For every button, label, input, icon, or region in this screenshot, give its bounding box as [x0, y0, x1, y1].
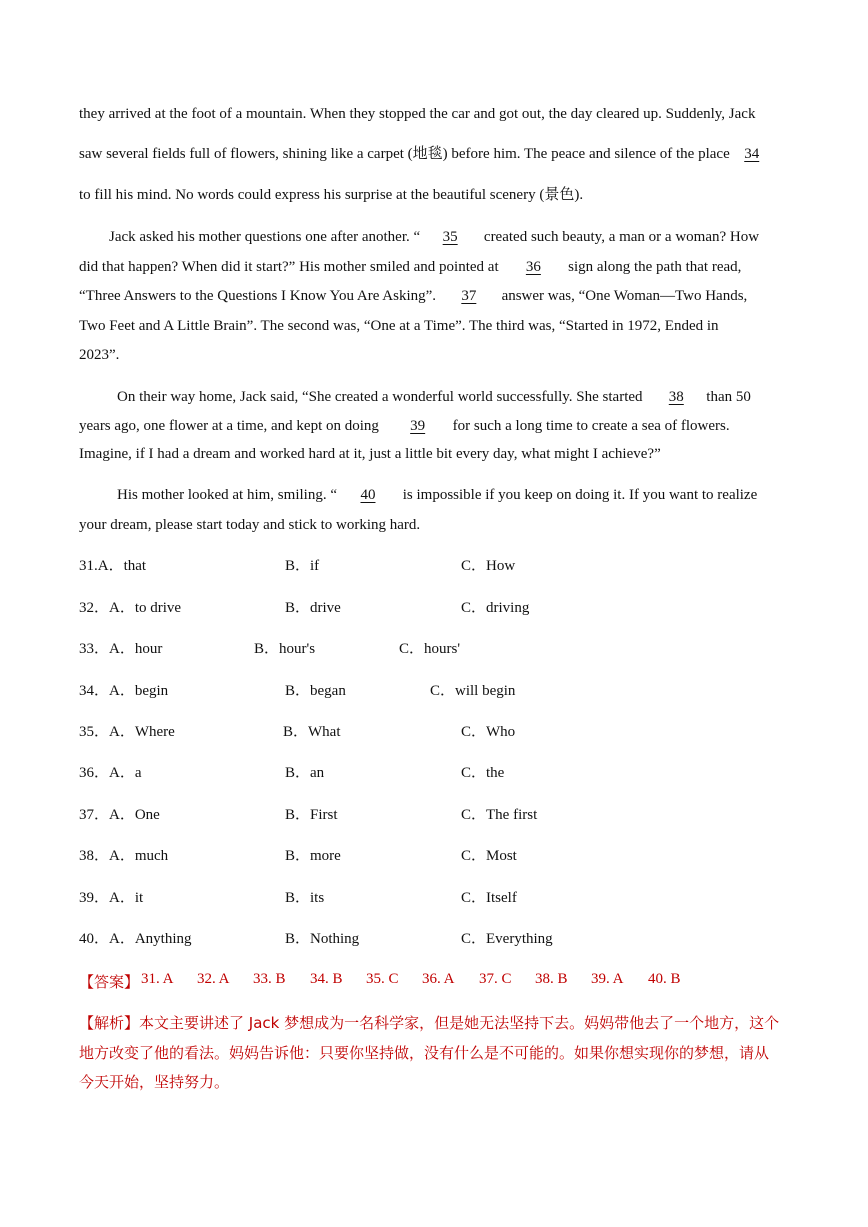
option-a: 40．A．Anything [79, 931, 192, 947]
option-c: C．the [461, 765, 505, 781]
passage-text: “Three Answers to the Questions I Know You Are Asking”. [79, 288, 440, 304]
option-a: 34．A．begin [79, 683, 169, 699]
option-b: B．more [285, 848, 341, 864]
analysis-line: 【解析】本文主要讲述了 Jack 梦想成为一名科学家，但是她无法坚持下去。妈妈带他去了一个地方，这个 [79, 1014, 780, 1032]
blank-34: 34 [744, 146, 760, 162]
passage-line [79, 257, 741, 277]
blank-40: 40 [360, 487, 376, 503]
option-a: 35．A．Where [79, 724, 175, 740]
option-c: C．Most [461, 848, 517, 864]
blank-39: 39 [410, 418, 426, 434]
passage-text: years ago, one flower at a time, and kept on doing [79, 418, 383, 434]
option-b: B．began [285, 683, 346, 699]
option-a: 37．A．One [79, 807, 160, 823]
option-c: C．driving [461, 600, 530, 616]
passage-line: to fill his mind. No words could express his surprise at the beautiful scenery (景色). [79, 187, 584, 203]
option-b: B．if [285, 558, 320, 574]
option-b: B．drive [285, 600, 341, 616]
option-a: 32．A．to drive [79, 600, 182, 616]
passage-line: Two Feet and A Little Brain”. The second was, “One at a Time”. The third was, “Started in 1972, Ended in [79, 318, 719, 334]
answer-item: 37. C [479, 971, 512, 987]
analysis-line: 地方改变了他的看法。妈妈告诉他：只要你坚持做，没有什么是不可能的。如果你想实现你的梦想，请从 [79, 1044, 770, 1062]
answer-item: 39. A [591, 971, 624, 987]
answer-item: 36. A [422, 971, 455, 987]
passage-line: your dream, please start today and stick to working hard. [79, 517, 421, 533]
passage-text: answer was, “One Woman—Two Hands, [497, 288, 748, 304]
option-b: B．What [283, 724, 341, 740]
option-a: 33．A．hour [79, 641, 163, 657]
passage-text: is impossible if you keep on doing it. If you want to realize [398, 487, 758, 503]
passage-line: Imagine, if I had a dream and worked hard at it, just a little bit every day, what might I achieve?” [79, 446, 661, 462]
answer-item: 32. A [197, 971, 230, 987]
passage-line [109, 227, 759, 247]
passage-text: saw several fields full of flowers, shining like a carpet (地毯) before him. The peace and silence of the place [79, 146, 730, 162]
option-c: C．Everything [461, 931, 553, 947]
passage-text: created such beauty, a man or a woman? How [480, 229, 760, 245]
option-b: B．its [285, 890, 325, 906]
passage-line [79, 416, 730, 436]
option-a: 31.A．that [79, 558, 147, 574]
option-c: C．How [461, 558, 516, 574]
passage-line [79, 144, 774, 164]
passage-line [117, 387, 751, 407]
passage-text: for such a long time to create a sea of flowers. [452, 418, 730, 434]
answer-item: 40. B [648, 971, 681, 987]
option-a: 39．A．it [79, 890, 144, 906]
blank-35: 35 [442, 229, 458, 245]
blank-37: 37 [461, 288, 477, 304]
option-a: 36．A．a [79, 765, 142, 781]
passage-text: than 50 [706, 389, 751, 405]
option-b: B．First [285, 807, 338, 823]
answer-item: 31. A [141, 971, 174, 987]
option-c: C．will begin [430, 683, 516, 699]
option-c: C．The first [461, 807, 538, 823]
passage-line [117, 485, 757, 505]
passage-line: they arrived at the foot of a mountain. When they stopped the car and got out, the day cleared up. Suddenly, Jack [79, 106, 756, 122]
option-c: C．Who [461, 724, 516, 740]
blank-38: 38 [668, 389, 684, 405]
passage-text: His mother looked at him, smiling. “ [117, 487, 337, 503]
answer-item: 38. B [535, 971, 568, 987]
passage-text: Jack asked his mother questions one after another. “ [109, 229, 421, 245]
blank-36: 36 [525, 259, 541, 275]
answer-label: 【答案】 [79, 973, 140, 991]
passage-line: 2023”. [79, 347, 120, 363]
option-c: C．hours' [399, 641, 461, 657]
option-b: B．hour's [254, 641, 316, 657]
passage-text: sign along the path that read, [564, 259, 742, 275]
answer-item: 35. C [366, 971, 399, 987]
option-a: 38．A．much [79, 848, 169, 864]
option-c: C．Itself [461, 890, 517, 906]
option-b: B．Nothing [285, 931, 360, 947]
passage-line [79, 286, 747, 306]
analysis-line: 今天开始，坚持努力。 [79, 1073, 230, 1091]
passage-text: did that happen? When did it start?” His mother smiled and pointed at [79, 259, 503, 275]
answer-item: 34. B [310, 971, 343, 987]
passage-text: On their way home, Jack said, “She created a wonderful world successfully. She started [117, 389, 647, 405]
option-b: B．an [285, 765, 325, 781]
answer-item: 33. B [253, 971, 286, 987]
